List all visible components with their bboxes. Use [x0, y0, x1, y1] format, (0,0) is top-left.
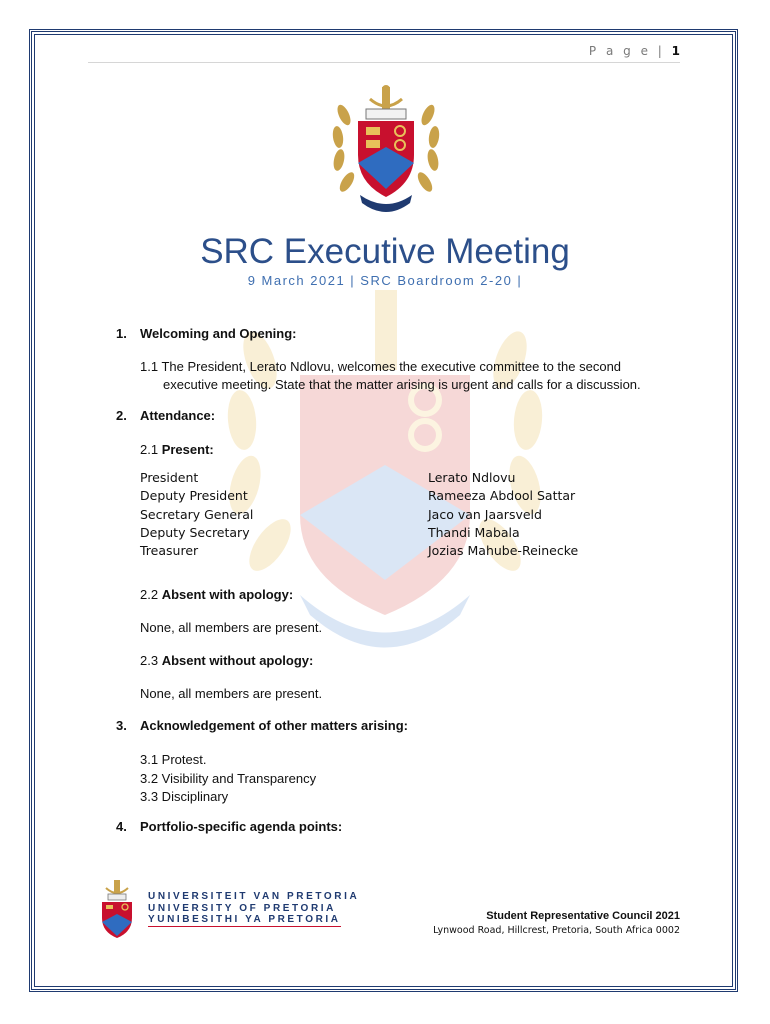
absent-no-apology-text: None, all members are present. [140, 686, 323, 701]
section-1-heading: 1. Welcoming and Opening: [116, 326, 297, 341]
absent-no-apology-heading: 2.3 Absent without apology: [140, 653, 314, 668]
university-crest [330, 85, 442, 225]
page-number: P a g e | 1 [588, 44, 680, 58]
member-name: Jaco van Jaarsveld [428, 506, 542, 522]
role: Secretary General [140, 506, 254, 522]
absent-apology-text: None, all members are present. [140, 620, 323, 635]
section-3-heading: 3. Acknowledgement of other matters arising: [116, 718, 408, 733]
header-rule [88, 62, 680, 63]
member-name: Thandi Mabala [428, 524, 520, 540]
section-2-heading: 2. Attendance: [116, 408, 216, 423]
footer-contact [433, 910, 680, 936]
page-title: SRC Executive Meeting [200, 232, 570, 271]
role: President [140, 470, 199, 485]
role: Deputy Secretary [140, 524, 250, 540]
university-name: UNIVERSITEIT VAN PRETORIA [148, 891, 360, 902]
member-name: Rameeza Abdool Sattar [428, 488, 576, 504]
member-name: Jozias Mahube-Reinecke [428, 543, 579, 559]
footer-crest [96, 878, 138, 940]
list-item: 3.1 Protest. [140, 752, 207, 767]
footer-address: Lynwood Road, Hillcrest, Pretoria, South Africa 0002 [433, 925, 680, 936]
attendance-names [428, 469, 578, 560]
list-item: 3.3 Disciplinary [140, 789, 229, 804]
meeting-subtitle: 9 March 2021 | SRC Boardroom 2-20 | [247, 273, 523, 288]
university-name: YUNIBESITHI YA PRETORIA [148, 914, 341, 925]
attendance-roles [140, 469, 253, 560]
list-item: 3.2 Visibility and Transparency [140, 770, 317, 786]
university-name: UNIVERSITY OF PRETORIA [148, 902, 336, 914]
footer-org: Student Representative Council 2021 [486, 910, 680, 922]
absent-apology-heading: 2.2 Absent with apology: [140, 587, 294, 602]
crest-watermark [190, 250, 580, 680]
section-1-body: 1.1 The President, Lerato Ndlovu, welcomes the executive committee to the second executive meeting. State that the matter arising is urgent and calls for a discussion. [140, 359, 641, 392]
present-heading: 2.1 Present: [140, 442, 214, 457]
section-3-items [140, 751, 316, 807]
university-names [148, 891, 359, 927]
role: Deputy President [140, 488, 248, 504]
section-4-heading: 4. Portfolio-specific agenda points: [116, 819, 343, 834]
member-name: Lerato Ndlovu [428, 470, 516, 485]
role: Treasurer [140, 543, 199, 559]
